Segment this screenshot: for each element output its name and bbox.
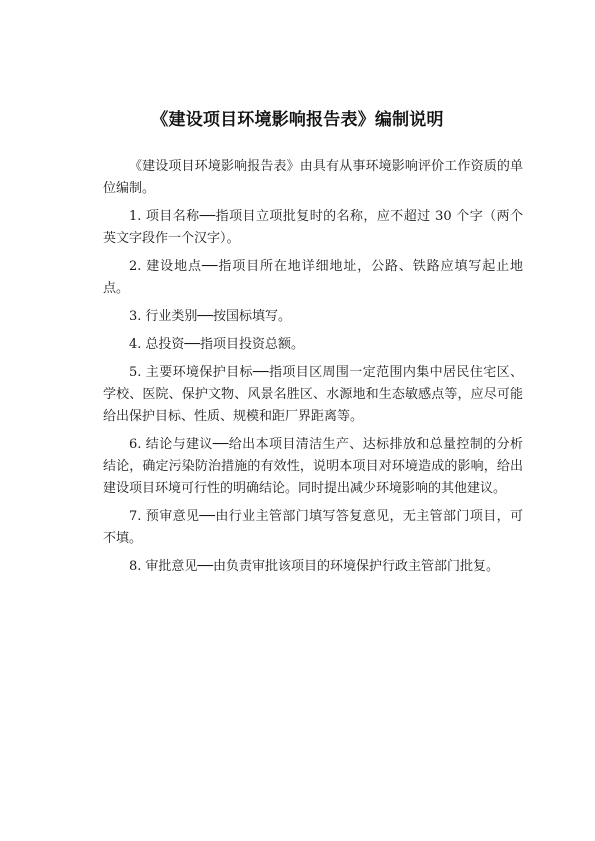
item-7: [103, 506, 523, 550]
item-text: 结论与建议──给出本项目清洁生产、达标排放和总量控制的分析结论，确定污染防治措施的有效性，说明本项目对环境造成的影响，给出建设项目环境可行性的明确结论。同时提出减少环境影响的其他建议。: [103, 437, 523, 496]
item-1: [103, 206, 523, 250]
document-title: 《建设项目环境影响报告表》编制说明: [151, 110, 444, 130]
item-number: 1.: [129, 209, 142, 224]
item-number: 7.: [129, 509, 142, 524]
item-text: 总投资──指项目投资总额。: [145, 337, 305, 352]
item-3: [103, 306, 523, 328]
document-body: [103, 156, 523, 584]
item-2: [103, 256, 523, 300]
item-4: [103, 334, 523, 356]
item-number: 3.: [129, 309, 142, 324]
item-text: 项目名称──指项目立项批复时的名称，应不超过 30 个字（两个英文字段作一个汉字）。: [103, 209, 523, 246]
item-number: 8.: [129, 559, 142, 574]
item-8: [103, 556, 523, 578]
item-text: 建设地点──指项目所在地详细地址，公路、铁路应填写起止地点。: [103, 259, 523, 296]
item-6: [103, 434, 523, 500]
item-5: [103, 362, 523, 428]
item-number: 5.: [129, 365, 142, 380]
item-text: 预审意见──由行业主管部门填写答复意见，无主管部门项目，可不填。: [103, 509, 523, 546]
item-text: 行业类别──按国标填写。: [145, 309, 292, 324]
item-number: 6.: [129, 437, 142, 452]
item-text: 主要环境保护目标──指项目区周围一定范围内集中居民住宅区、学校、医院、保护文物、风景名胜区、水源地和生态敏感点等，应尽可能给出保护目标、性质、规模和距厂界距离等。: [103, 365, 523, 424]
item-text: 审批意见──由负责审批该项目的环境保护行政主管部门批复。: [145, 559, 500, 574]
intro-paragraph: 《建设项目环境影响报告表》由具有从事环境影响评价工作资质的单位编制。: [103, 159, 523, 196]
item-number: 4.: [129, 337, 142, 352]
item-number: 2.: [129, 259, 142, 274]
